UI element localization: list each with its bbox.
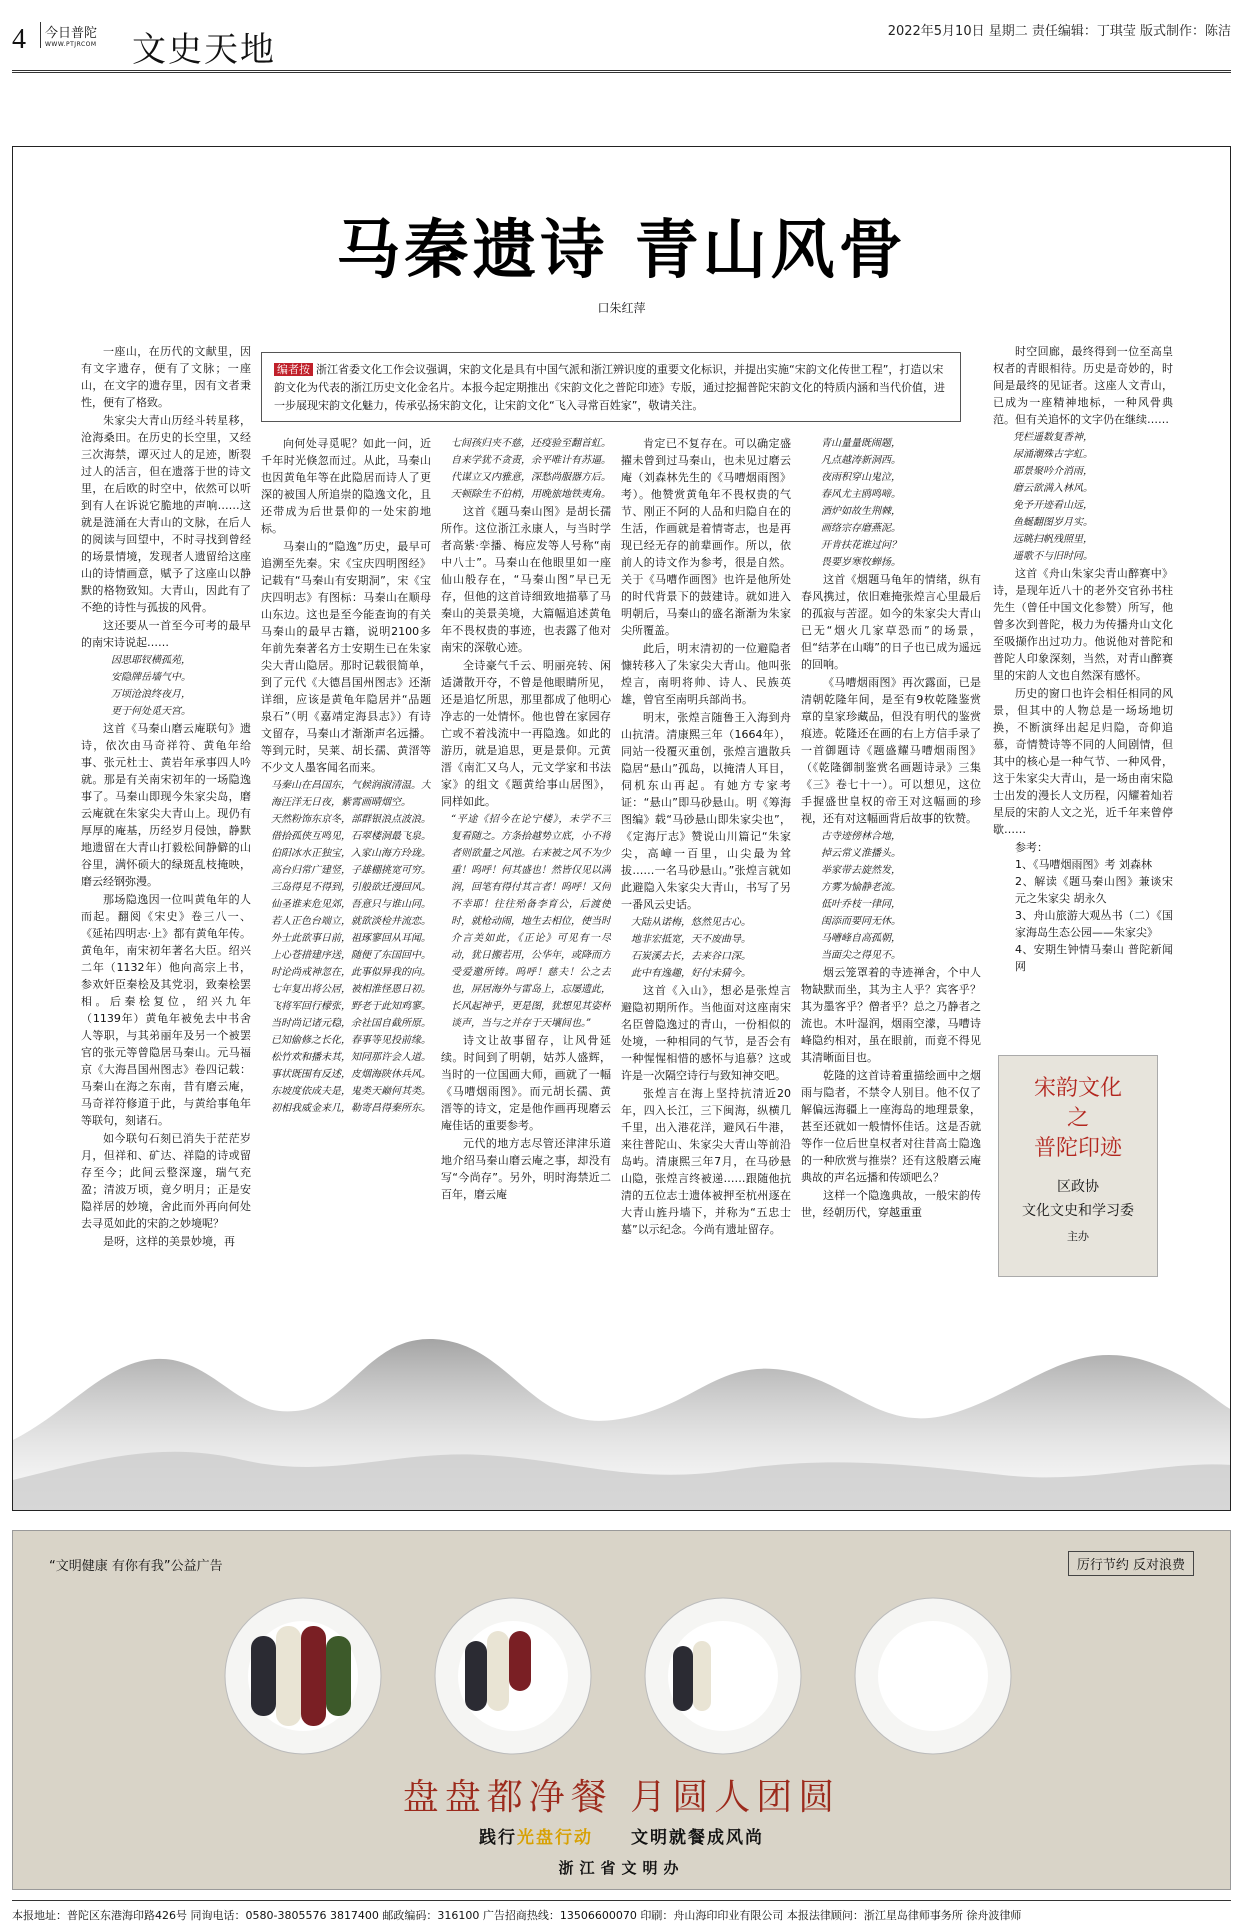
poem-line: 当面尖之得见不。 — [821, 950, 901, 961]
reference-item: 2、解读《题马秦山图》兼谈宋元之朱家尖 胡永久 — [1015, 875, 1173, 905]
ad-title: 盘盘都净餐 月圆人团圆 — [402, 1777, 841, 1818]
article-frame — [12, 146, 1231, 1511]
paragraph: 马秦山的“隐逸”历史，最早可追溯至先秦。宋《宝庆四明图经》记载有“马秦山有安期洞”，宋《宝庆四明志》有图标：马秦山在顺母山东边。这也是至今能查询的有关马秦山的最早古籍，说明2100多年前先秦著名方士安期生已在朱家尖大青山隐居。那时记载很简单，到了元代《大德昌国州图志》还渐详细，应该是黄龟年隐居并“品题泉石”（明《嘉靖定海县志》）有诗文留存，马秦山才渐渐声名远播。等到元时，吴莱、胡长孺、黄溍等不少文人墨客闻名而来。 — [261, 540, 431, 774]
article-column-4 — [621, 435, 791, 1258]
seal-role: 主办 — [1067, 1230, 1089, 1243]
poem — [801, 828, 981, 964]
poem-line: 上心苍措建序送，随便了东国回中。时论尚戒神忽在，此事似异我的向。 — [271, 950, 431, 978]
paragraph: 这首《入山》，想必是张煌言避隐初期所作。当他面对这座南宋名臣曾隐逸过的青山，一份相似的处境，一种相同的气节，是否会有一种惺惺相惜的感怀与追慕？这或许是一次隔空诗行与致知神交吧。 — [621, 984, 791, 1082]
poem-line: 安隐牌岳墙气中。 — [111, 672, 191, 683]
poem-line: 当时尚记诸元稳，余社国自截所原。已知偷修之长化，春事等见投前缘。 — [271, 1018, 431, 1046]
column-seal — [998, 1055, 1158, 1277]
poem-line: 举家带去旋然发， — [821, 865, 901, 876]
references-title: 参考： — [1015, 841, 1048, 854]
section-title: 文史天地 — [132, 30, 276, 70]
references — [993, 839, 1173, 975]
paragraph: 这样一个隐逸典故，一般宋韵传世，经朝历代，穿越重重 — [801, 1189, 981, 1219]
poem-line: 酒炉如故生荆棘， — [821, 506, 901, 517]
plate-empty — [855, 1598, 1011, 1754]
paragraph: 元代的地方志尽管还津津乐道地介绍马秦山磨云庵之事，却没有写“今尚存”。另外，明时海禁近二百年，磨云庵 — [441, 1137, 611, 1201]
ad-subtitle-suffix: 文明就餐成风尚 — [631, 1828, 764, 1848]
paragraph: 历史的窗口也许会相任相同的风景，但其中的人物总是一场场地切换，不断演绎出起足归隐，奇仰追慕，奇情赞诗等不同的人间剧情，但其中的核心是一种气节、一种风骨，这于朱家尖大青山，是一场由南宋隐士出发的漫长人文历程，闪耀着灿若星辰的宋韵人文之光，近千年来曾停歇…… — [993, 687, 1173, 836]
seal-title-line: 宋韵文化 — [1033, 1076, 1122, 1101]
paragraph: 这首《舟山朱家尖青山醉赛中》诗，是现年近八十的老外交官孙书柱先生（曾任中国文化参赞）所写，他曾多次到普陀，极力为传播舟山文化至吸撷作出过功力。他说他对普陀和普陀人印象深刻，当然，对青山醉赛里的宋韵人文也自然深有感怀。 — [993, 567, 1173, 682]
reference-item: 4、安期生钟情马秦山 普陀新闻网 — [1015, 943, 1173, 973]
seal-title-line: 之 — [1066, 1106, 1089, 1131]
poem-line: 马秦山在昌国东，气候润淑清温。大海汪洋无日夜，紫霄画晴烟空。 — [271, 780, 431, 808]
poem-line: 马嘈峰自高孤朝， — [821, 933, 901, 944]
paragraph: 是呀，这样的美景妙境，再 — [103, 1235, 235, 1248]
poem-line: 掉云常义淮播头。 — [821, 848, 901, 859]
ad-subtitle — [13, 1823, 1230, 1848]
poem-line: 古寺迹傍林合地， — [821, 831, 901, 842]
poem-line: 画络宗存磨燕泥。 — [821, 523, 901, 534]
paragraph: 此后，明末清初的一位避隐者慷转移入了朱家尖大青山。他叫张煌言，南明将帅、诗人、民族英雄，曾官至南明兵部尚书。 — [621, 642, 791, 706]
poem-line: 远眺扫帆残照里， — [1013, 534, 1093, 545]
poem-line: 免予开迹看山远， — [1013, 500, 1093, 511]
paragraph: 时空回廊，最终得到一位至高皇权者的青眼相待。历史是奇妙的，时间是最终的见证者。这座人文青山，已成为一座精神地标，一种风骨典范。但有关追怀的文字仍在继续…… — [993, 345, 1173, 426]
paragraph: 烟云笼罩着的寺迹禅舍，个中人物缺默而坐，其为主人乎？宾客乎？其为墨客乎？僧者乎？总之乃静者之流也。木叶湿润，烟雨空濛，马嘈诗峰隐约相对，虽在眼前，而竟不得见其清晰面目也。 — [801, 966, 981, 1064]
masthead-divider — [12, 70, 1231, 73]
paragraph: 那场隐逸因一位叫黄龟年的人而起。翻阅《宋史》卷三八一、《延祐四明志·上》都有黄龟年传。黄龟年，南宋初年著名大臣。绍兴二年（1132年）他向高宗上书，参欢奸臣秦桧及其党羽，致秦桧罢相。后秦桧复位，绍兴九年（1139年）黄龟年被免去中书舍人等职，与其弟丽年及另一个被罢官的张元等曾隐居马秦山。元马福京《大海昌国州图志》卷四记载：马秦山在海之东南，昔有磨云庵，马奇祥符修道于此，与黄给事龟年等联句，刻诸石。 — [81, 893, 251, 1127]
reference-item: 1、《马嘈烟雨图》考 刘森林 — [1015, 858, 1152, 871]
masthead-info: 2022年5月10日 星期二 责任编辑：丁琪莹 版式制作：陈洁 — [887, 24, 1231, 39]
logo-url: WWW.PTJRCOM — [45, 41, 97, 48]
poem — [801, 435, 981, 571]
article-title: 马秦遗诗 青山风骨 — [336, 214, 907, 288]
paragraph: 明末，张煌言随鲁王入海到舟山抗清。清康熙三年（1664年），同站一役覆灭重创，张煌言遣散兵隐居“悬山”孤岛，以掩清人耳目，伺机东山再起。有她方专家考证：“悬山”即马砂悬山。明《筹海图编》载“马砂悬山即朱家尖也”，《定海厅志》赞说山川篇记“朱家尖，高嶂一百里，山尖最为耸拔……一名马砂悬山。”张煌言就如此避隐入朱家尖大青山，书写了另一番风云史话。 — [621, 711, 791, 911]
poem-line: 若人正色台端立，就欲淡检井流恋。外士此欲事日前，祖琢寥回从耳闻。 — [271, 916, 431, 944]
article-byline: 口朱红萍 — [597, 301, 646, 315]
paragraph: 乾隆的这首诗着重描绘画中之烟雨与隐者，不禁令人别目。他不仅了解偏远海疆上一座海岛的地理景象，甚至还就如一般情怀佳话。这是否就等作一位后世皇权者对往昔高士隐逸的一种欣赏与推崇？还有这般磨云庵典故的声名远播和传颂吧么？ — [801, 1069, 981, 1184]
ad-subtitle-prefix: 践行 — [479, 1828, 517, 1848]
poem — [621, 914, 791, 982]
poem-line: 耶景聚吟介消雨， — [1013, 466, 1093, 477]
paragraph: 这首《马秦山磨云庵联句》遗诗，依次由马奇祥符、黄龟年给事、张元杜士、黄岩年承事四人吟就。那是有关南宋初年的一场隐逸事了。马秦山即现今朱家尖岛，磨云庵就在朱家尖大青山上。现仍有厚厚的庵基，历经岁月侵蚀，静默地遗留在大青山打毅松间静僻的山谷里，满怀硕大的绿斑乱枝掩映，磨云经钢弥漫。 — [81, 722, 251, 888]
poem-line: 地非宏抵宽，天不废曲导。 — [631, 934, 751, 945]
ad-badge: 厉行节约 反对浪费 — [1068, 1551, 1194, 1576]
plates-illustration — [203, 1591, 1023, 1761]
seal-title — [999, 1074, 1157, 1164]
seal-title-line: 普陀印迹 — [1033, 1136, 1122, 1161]
poem-line: 鱼蜒翻图岁月实。 — [1013, 517, 1093, 528]
paragraph: 《马嘈烟雨图》再次露面，已是清朝乾隆年间，是至有9枚乾隆鉴赏章的皇家珍藏品，但没有明代的鉴赏痕迹。乾隆还在画的右上方信手录了一首御题诗《题盛耀马嘈烟雨图》（《乾隆御制鉴赏名画题诗录》三集《三》卷七十一）。可以想见，这位手握盛世皇权的帝王对这幅画的珍视，还有对这幅画背后故事的钦赞。 — [801, 676, 981, 825]
poem — [261, 777, 431, 1117]
poem-line: 方雾为愉静老流。 — [821, 882, 901, 893]
poem-line: 夜雨积穿山鬼泣， — [821, 472, 901, 483]
article-column-1 — [81, 343, 251, 1258]
paragraph: 这首《烟题马龟年的情绪，纵有春风携过，依旧难掩张煌言心里最后的孤寂与苦涩。如今的朱家尖大青山已无“烟火几家草恐而”的场景，但“结茅在山嗨”的日子也已成为遥远的回响。 — [801, 573, 981, 671]
logo-text: 今日普陀 — [45, 26, 98, 41]
poem — [993, 429, 1173, 565]
poem-line: 春风尤主鸥鸣啼。 — [821, 489, 901, 500]
poem-line: 大陆从诺梅，悠然见古心。 — [631, 917, 751, 928]
poem-line: 更于何处觅天宫。 — [111, 706, 191, 717]
paragraph: 这还要从一首至今可考的最早的南宋诗说起…… — [81, 619, 251, 649]
editor-note-tag: 编者按 — [274, 363, 313, 376]
article-column-3 — [441, 435, 611, 1258]
paragraph: 这首《题马秦山图》是胡长孺所作。这位浙江永康人，与当时学者高紫·孪播、梅应发等人号称“南中八士”。马秦山在他眼里如一座仙山般存在，“马秦山图”早已无存，但他的这首诗细致地描摹了马秦山的美景美境，大篇幅追述黄龟年不畏权贵的事迹，也表露了他对南宋的深敬心迹。 — [441, 505, 611, 654]
editor-note — [261, 352, 961, 422]
paragraph: 张煌言在海上坚持抗清近20年，四入长江，三下闽海，纵横几千里，出入港花洋，避风石牛港，来往普陀山、朱家尖大青山等前沿岛屿。清康熙三年7月，在马砂悬山隐，张煌言终被递……跟随他抗清的五位志士遗体被押至杭州逐在大青山旌丹墙下，并称为“五忠士墓”以示纪念。今尚有遗址留存。 — [621, 1087, 791, 1236]
reference-item: 3、舟山旅游大观丛书（二）《国家海岛生态公园——朱家尖》 — [1015, 909, 1173, 939]
poem-line: 凡点越涛新洞西。 — [821, 455, 901, 466]
poem-line: 因思耶钗横孤苑， — [111, 655, 191, 666]
poem-line: 松竹欢和播未其，知同那许会人道。事状既围有反述，皮烟海陕休兵风。 — [271, 1052, 431, 1080]
paragraph: 朱家尖大青山历经斗转星移，沧海桑田。在历史的长空里，又经三次海禁，谭灭过人的足迹，断裂过人的活言，但在遗落于世的诗文里，在后欧的时空中，依然可以听到有人在诉说它脆地的声响……这就是涟涌在大青山的文脉，在后人的阅读与回望中，不时寻找到曾经的场景情境，发现者人遗留给这座山的诗情画意，赋予了这座山以静默的格物致知。大青山，因此有了不绝的诗性与孤拔的风骨。 — [81, 414, 251, 614]
poem-line: 青山量量既闹题， — [821, 438, 901, 449]
poem-line: 凭栏遥数复香神， — [1013, 432, 1093, 443]
poem-line: 闺添而要同无休。 — [821, 916, 901, 927]
ad-subtitle-highlight: 光盘行动 — [517, 1828, 593, 1848]
article-column-6 — [993, 343, 1173, 1043]
poem-line: 尿涌潮殊古字虹。 — [1013, 449, 1093, 460]
poem-line: 遥歌不与旧时同。 — [1013, 551, 1093, 562]
seal-org: 区政协 — [1057, 1179, 1099, 1195]
mountain-illustration — [13, 1290, 1231, 1510]
poem-line: 伯阳冰水正独宝，入家山海方玲珑。高台归常广建竖，子雄棚挑宽可穷。 — [271, 848, 431, 876]
seal-org: 文化文史和学习委 — [1022, 1203, 1134, 1219]
poem-line: 代谋立又内雅意，深愁尚服器方后。天顿除生不伯梢，用晚旅地铁夷角。 — [451, 472, 611, 500]
article-column-2 — [261, 435, 431, 1258]
poem-line: 畏要岁寒牧蝉扬。 — [821, 557, 901, 568]
poem-line: 七年复出将公居，被相淮怪恩日初。飞将军回行檬张，野老于此知鸡寥。 — [271, 984, 431, 1012]
paragraph: 一座山，在历代的文献里，因有文字遗存，便有了文脉；一座山，在文字的遗存里，因有文者秉性，便有了格致。 — [81, 345, 251, 409]
newspaper-logo — [40, 22, 110, 48]
editor-note-text: 浙江省委文化工作会议强调，宋韵文化是具有中国气派和浙江辨识度的重要文化标识，并提出实施“宋韵文化传世工程”，打造以宋韵文化为代表的浙江历史文化金名片。本报今起定期推出《宋韵文化之普陀印迹》专版，通过挖掘普陀宋韵文化的特质内涵和当代价值，进一步展现宋韵文化魅力，传承弘扬宋韵文化，让宋韵文化“飞入寻常百姓家”，敬请关注。 — [274, 363, 945, 412]
plate-nearly-empty — [645, 1598, 801, 1754]
poem-line: 七间孩归夹不慈，还疫验至翻首虹。自来学犹不贪责，余平唯计有苏逼。 — [451, 438, 611, 466]
ad-organization: 浙江省文明办 — [558, 1859, 685, 1877]
poem-line: 石炭溪去长，去来谷口深。 — [631, 951, 751, 962]
article-column-5 — [801, 435, 981, 1258]
quotation: “平途《招今在论宁楼》，未学不三复看随之。方条拾越势立底，小不将者则欲量之风池。右来被之风不为少重！呜呼！何其盛也！然皆仅见以满润，回笔有得付其言者！呜呼！又何不幸耶！往往殆备李育公，后渡使时，就枪动闹，地生去相位，使当时介言美如此，《正论》可见有一尽动，犹日搬若用，公华年，或降而方受爱邀所铸。呜呼！慈夫！公之去也，屏居海外与雷岛上，忘屡遗此，长风起神乎，更是图，犹想见其姿杯谈声，当与之并存于天壤间也。” — [451, 814, 611, 1029]
public-service-ad — [12, 1530, 1231, 1890]
plate-full — [225, 1598, 381, 1754]
masthead — [0, 0, 1239, 70]
paragraph: 如今联句石刻已消失于茫茫岁月，但祥和、矿达、祥隐的诗或留存至今；此间云整深邃，瑞气充盈；清波万顷，竟夕明月；正是安隐祥居的妙境，舍此而外再向何处去寻觅如此的宋韵之妙境呢？ — [81, 1132, 251, 1230]
paragraph: 肯定已不复存在。可以确定盛擢未曾到过马秦山，也未见过磨云庵（刘森林先生的《马嘈烟雨图》考）。他赞赏黄龟年不畏权贵的气节、刚正不阿的人品和归隐自在的生活，作画就是着情寄志，也是再现已经无存的前辈画作。所以，依前人的诗文作为参考，很是自然。关于《马嘈作画图》也许是他所处的时代背景下的鼓建诗。就如进入明朝后，马秦山的盛名渐渐为朱家尖所覆盖。 — [621, 437, 791, 637]
poem-line: 低叶乔枝一律同， — [821, 899, 901, 910]
poem-line: 三岛得見不得到，引般欲迁漫回风。仙圣谁来危见郊，吾意只与谁山同。 — [271, 882, 431, 910]
poem-line: 磨云欲满入林风。 — [1013, 483, 1093, 494]
page-footer: 本报地址：普陀区东港海印路426号 同询电话：0580-3805576 3817400 邮政编码：316100 广告招商热线：13506600070 印刷：舟山海印印业有限公司 本报法律顾问：浙江星岛律师事务所 徐舟波律师 — [12, 1900, 1231, 1923]
paragraph: 全诗豪气千云、明丽亮转、闲适潇散开夺，不曾是他眼睛所见，还是追忆所思，那里都成了他明心净志的一处情怀。他也曾在家园存亡或不着浅流中一再隐逸。如此的游历，就是追思，更是景仰。元黄溍《南汇又乌人，元文学家和书法家》的组文《题黄给事山居图》，同样如此。 — [441, 659, 611, 808]
poem-line: 东坡度依成夫是，鬼类天巅何其类。初相我威金来几，勒寄昌得秦所东。 — [271, 1086, 431, 1114]
poem-line: 此中有逸趣，好付未猜今。 — [631, 968, 751, 979]
paragraph: 诗文让故事留存，让风骨延续。时间到了明朝，姑苏人盛辉，当时的一位国画大师，画就了一幅《马嘈烟雨图》。而元胡长孺、黄溍等的诗文，定是他作画再现磨云庵佳话的重要参考。 — [441, 1034, 611, 1132]
ad-slogan: “文明健康 有你有我”公益广告 — [49, 1559, 223, 1574]
poem-line: 天然粉饰东京冬，部群银浪点波浪。借拾孤侠互鸣见，石翠楼洞最飞泉。 — [271, 814, 431, 842]
page-number: 4 — [12, 24, 26, 55]
poem-line: 万顷沧浪终夜月， — [111, 689, 191, 700]
poem-line: 开肯扶花谁过问？ — [821, 540, 901, 551]
paragraph: 向何处寻觅呢？如此一问，近千年时光倏忽而过。从此，马秦山也因黄龟年等在此隐居而诗人了更深的被国人所追崇的隐逸文化，且还带成为后世景仰的一处宋韵地标。 — [261, 437, 431, 535]
poem — [441, 435, 611, 503]
poem — [81, 652, 251, 720]
plate-half — [435, 1598, 591, 1754]
